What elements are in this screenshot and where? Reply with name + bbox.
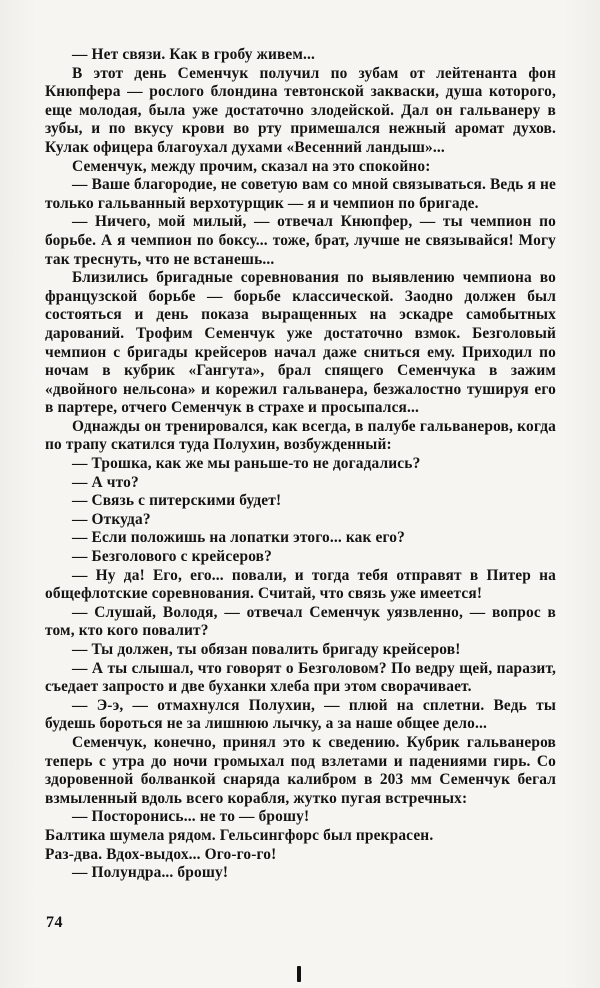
paragraph: — Безголового с крейсеров? bbox=[72, 548, 272, 566]
paragraph: — А ты слышал, что говорят о Безголовом? По ведру щей, паразит, съедает запросто и две буханки хлеба при этом сворачивает. bbox=[45, 659, 556, 696]
paragraph: — Э-э, — отмахнулся Полухин, — плюй на сплетни. Ведь ты будешь бороться не за лишнюю лычку, а за наше общее дело... bbox=[45, 696, 556, 733]
paragraph: — Трошка, как же мы раньше-то не догадались? bbox=[72, 455, 421, 473]
paragraph: — Откуда? bbox=[72, 510, 151, 528]
paragraph: В этот день Семенчук получил по зубам от лейтенанта фон Кнюпфера — рослого блондина тевтонской закваски, душа которого, еще молодая, была уже достаточно злодейской. Дал он гальванеру в зубы, и по вкусу крови во рту примешался нежный аромат духов. Кулак офицера благоухал духами «Весенний ландыш»... bbox=[45, 64, 556, 156]
paragraph: — Полундра... брошу! bbox=[72, 864, 229, 882]
paragraph: Однажды он тренировался, как всегда, в палубе гальванеров, когда по трапу скатился туда Полухин, возбужденный: bbox=[45, 417, 556, 454]
paragraph: Близились бригадные соревнования по выявлению чемпиона во французской борьбе — борьбе классической. Заодно должен был состояться и день показа выращенных на эскадре самобытных дарований. Трофим Семенчук уже достаточно взмок. Безголовый чемпион с бригады крейсеров начал даже сниться ему. Приходил по ночам в кубрик «Гангута», брал спящего Семенчука в зажим «двойного нельсона» и корежил гальванера, безжалостно тушируя его в партере, отчего Семенчук в страхе и просыпался... bbox=[45, 269, 556, 417]
paragraph: Раз-два. Вдох-выдох... Ого-го-го! bbox=[45, 845, 277, 863]
paragraph: — Посторонись... не то — брошу! bbox=[72, 808, 310, 826]
paragraph: — Ты должен, ты обязан повалить бригаду крейсеров! bbox=[72, 641, 461, 658]
paragraph: Семенчук, между прочим, сказал на это спокойно: bbox=[72, 157, 431, 175]
paragraph: — Слушай, Володя, — отвечал Семенчук уязвленно, — вопрос в том, кто кого повалит? bbox=[45, 603, 556, 640]
scan-artifact-mark bbox=[297, 966, 301, 982]
page-text bbox=[45, 46, 556, 883]
paragraph: — Ну да! Его, его... повали, и тогда тебя отправят в Питер на общефлотские соревнования. Считай, что связь уже имеется! bbox=[45, 566, 556, 603]
paragraph: Балтика шумела рядом. Гельсингфорс был прекрасен. bbox=[45, 826, 434, 844]
paragraph: — Ваше благородие, не советую вам со мной связываться. Ведь я не только гальванный верхотурщик — я и чемпион по бригаде. bbox=[45, 176, 556, 212]
paragraph: — Ничего, мой милый, — отвечал Кнюпфер, — ты чемпион по борьбе. А я чемпион по боксу... тоже, брат, лучше не связывайся! Могу так треснуть, что не встанешь... bbox=[45, 213, 556, 268]
paragraph: — Нет связи. Как в гробу живем... bbox=[72, 46, 316, 63]
paragraph: — Связь с питерскими будет! bbox=[72, 492, 282, 510]
page-number: 74 bbox=[46, 914, 63, 931]
paragraph: Семенчук, конечно, принял это к сведению. Кубрик гальванеров теперь с утра до ночи громыхал под взлетами и падениями гирь. Со здоровенной болванкой снаряда калибром в 203 мм Семенчук бегал взмыленный вдоль всего корабля, жутко пугая встречных: bbox=[45, 733, 556, 807]
paragraph: — Если положишь на лопатки этого... как его? bbox=[72, 529, 405, 547]
paragraph: — А что? bbox=[72, 473, 139, 491]
